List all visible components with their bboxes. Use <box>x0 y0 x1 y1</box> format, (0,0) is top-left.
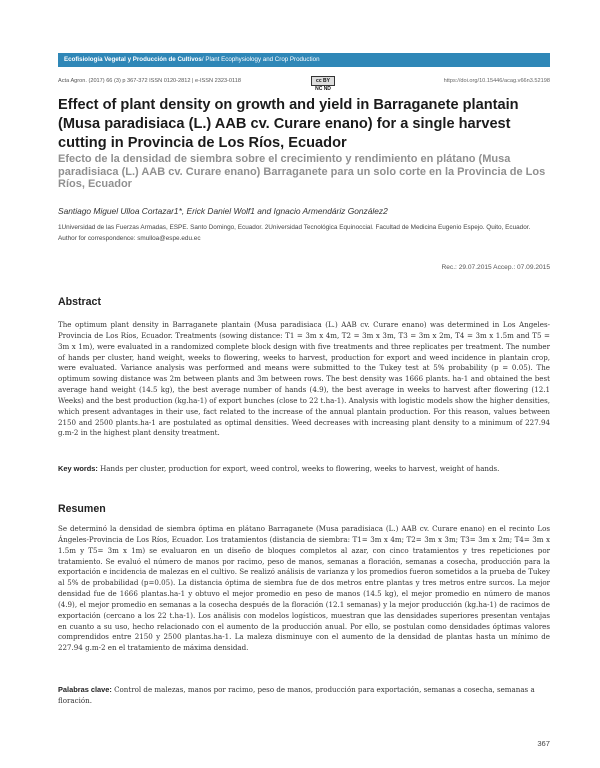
section-name-en: / Plant Ecophysiology and Crop Production <box>201 56 320 63</box>
palabras-clave-list: Control de malezas, manos por racimo, peso de manos, producción para exportación, semanas a cosecha, semanas a floración. <box>58 685 535 705</box>
resumen-heading: Resumen <box>58 503 106 515</box>
abstract-text: The optimum plant density in Barraganete plantain (Musa paradisiaca (L.) AAB cv. Curare enano) was determined in Los Angeles-Provincia de Los Ríos, Ecuador. Treatments (sowing distance: T1 = 3m x 4m, T2 = 3m x 3m, T3 = 3m x 2m, T4 = 3m x 1.5m and T5 = 3m x 1m), were evaluated in a randomized complete block design with five treatments and three replicates per treatment. The number of hands per cluster, hand weight, weeks to flowering, weeks to harvest, production for export and weed incidence in plantain crop, were evaluated. Variance analysis was performed and means were submitted to the Tukey test at 5% probability (p = 0.05). The optimum sowing distance was 2m between plants and 3m between rows. The best density was 1666 plants. ha-1 and obtained the best average hand weight (14.5 kg), the best average number of hands (4.9), the best average in weeks to harvest after flowering (12.1 Weeks) and the best production (kg.ha-1) of export bunches (close to 22 t.ha-1). Analysis with logistic models show the higher densities, which present advantages in their use, fact related to the increase of the annual plantain production. For this reason, values between 2150 and 2500 plants.ha-1 are postulated as optimal densities. Weed decreases with increasing plant density to a minimum of 227.94 g.m-2 in the highest plant density treatment. <box>58 320 550 438</box>
abstract-keywords <box>58 464 550 475</box>
resumen-keywords <box>58 685 550 707</box>
abstract-heading: Abstract <box>58 296 101 308</box>
author-affiliations: 1Universidad de las Fuerzas Armadas, ESPE. Santo Domingo, Ecuador. 2Universidad Tecnológica Equinoccial. Facultad de Medicina Eugenio Espejo. Quito, Ecuador. Author for correspondence: smulloa@espe.edu.ec <box>58 224 531 242</box>
doi-link[interactable]: https://doi.org/10.15446/acag.v66n3.52198 <box>443 78 550 84</box>
received-accepted-dates: Rec.: 29.07.2015 Accep.: 07.09.2015 <box>441 264 550 271</box>
citation-bar <box>58 75 550 92</box>
title-spanish: Efecto de la densidad de siembra sobre el crecimiento y rendimiento en plátano (Musa paradisiaca (L.) AAB cv. Curare enano) Barraganete para un solo corte en la Provincia de Los Ríos, Ecuador <box>58 153 546 190</box>
palabras-clave-label: Palabras clave: <box>58 685 112 694</box>
keywords-label: Key words: <box>58 464 98 473</box>
section-name-es: Ecofisiología Vegetal y Producción de Cultivos <box>64 56 202 63</box>
citation-info: Acta Agron. (2017) 66 (3) p 367-372 ISSN 0120-2812 | e-ISSN 2323-0118 <box>58 78 241 84</box>
keywords-list: Hands per cluster, production for export, weed control, weeks to flowering, weeks to harvest, weight of hands. <box>100 464 500 473</box>
title-english: Effect of plant density on growth and yield in Barraganete plantain (Musa paradisiaca (L.) AAB cv. Curare enano) for a single harvest cutting in Provincia de Los Ríos, Ecuador <box>58 97 519 151</box>
page-number: 367 <box>537 739 550 748</box>
creative-commons-badge: cc BY NC ND <box>311 76 335 86</box>
resumen-text: Se determinó la densidad de siembra óptima en plátano Barraganete (Musa paradisiaca (L.) AAB cv. Curare enano) en el recinto Los Ángeles-Provincia de Los Ríos, Ecuador. Los tratamientos (distancia de siembra: T1= 3m x 4m; T2= 3m x 3m; T3= 3m x 2m; T4= 3m x 1.5m y T5= 3m x 1m) se evaluaron en un diseño de bloques completos al azar, con cinco tratamientos y tres repeticiones por tratamiento. Se evaluó el número de manos por racimo, peso de manos, semanas a floración, semanas a cosecha, producción para la exportación e incidencia de malezas en el cultivo. Se realizó análisis de varianza y los promedios fueron sometidos a la prueba de Tukey al 5% de probabilidad (p=0.05). La distancia óptima de siembra fue de dos metros entre plantas y tres metros entre surcos. La mejor densidad fue de 1666 plantas.ha-1 y obtuvo el mejor promedio en peso de manos (14.5 kg), el mejor promedio en número de manos (4.9), el mejor promedio en semanas a la cosecha después de la floración (12.1 semanas) y la mejor producción (kg.ha-1) de racimos de exportación (cercano a los 22 t.ha-1). Los análisis con modelos logísticos, muestran que las densidades superiores presentan ventajas en cuanto a su uso, hecho relacionado con el aumento de la producción anual. Por ello, se postulan como densidades óptimas valores comprendidos entre 2150 y 2500 plantas.ha-1. La maleza disminuye con el aumento de la densidad de plantas hasta un mínimo de 227.94 g.m-2 en el tratamiento de máxima densidad. <box>58 524 550 653</box>
journal-section-banner <box>58 53 550 67</box>
author-list: Santiago Miguel Ulloa Cortazar1*, Erick Daniel Wolf1 and Ignacio Armendáriz González2 <box>58 206 388 216</box>
